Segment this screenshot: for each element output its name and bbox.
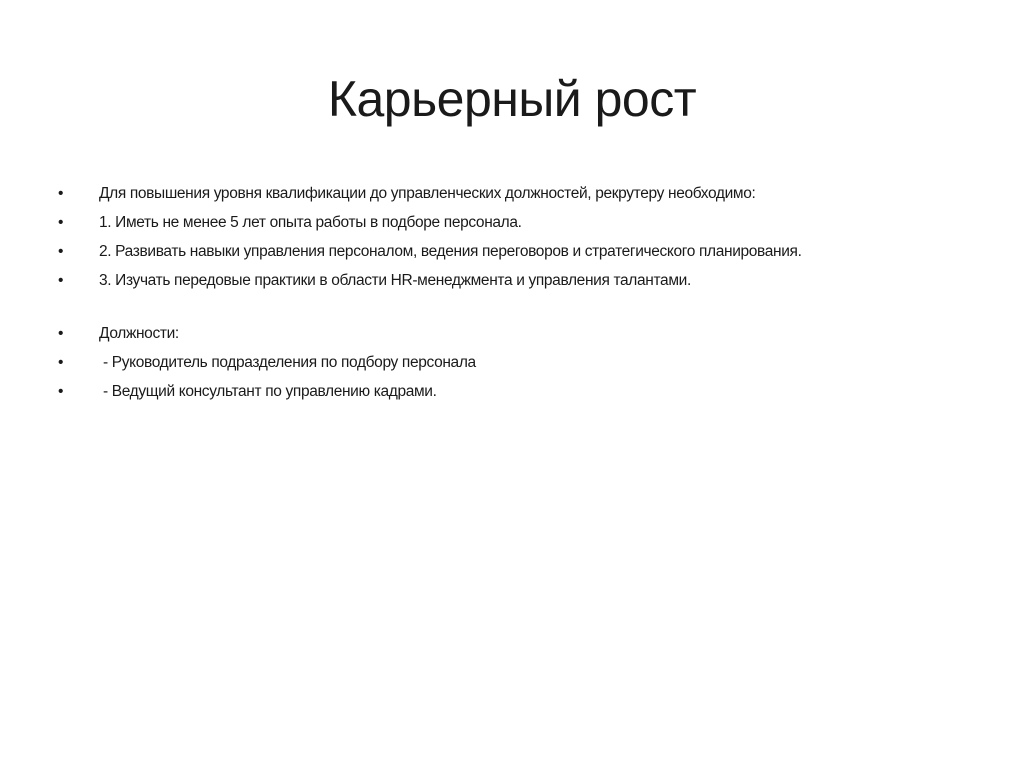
item-text: 2. Развивать навыки управления персоналом, ведения переговоров и стратегического планирования. <box>99 243 802 260</box>
list-item <box>58 240 859 264</box>
bullet-icon: • <box>58 243 64 260</box>
item-text: Должности: <box>99 325 179 342</box>
list-item <box>58 182 938 206</box>
bullet-icon: • <box>58 214 64 231</box>
item-text: 1. Иметь не менее 5 лет опыта работы в подборе персонала. <box>99 214 522 231</box>
bullet-icon: • <box>58 354 64 371</box>
list-item <box>58 351 938 375</box>
list-item <box>58 269 938 293</box>
item-text: - Руководитель подразделения по подбору персонала <box>99 354 476 371</box>
list-item <box>58 211 938 235</box>
item-text: 3. Изучать передовые практики в области HR-менеджмента и управления талантами. <box>99 272 691 289</box>
bullet-icon: • <box>58 272 64 289</box>
bullet-icon: • <box>58 185 64 202</box>
bullet-icon: • <box>58 383 64 400</box>
item-text: - Ведущий консультант по управлению кадрами. <box>99 383 437 400</box>
item-text: Для повышения уровня квалификации до управленческих должностей, рекрутеру необходимо: <box>99 185 756 202</box>
list-item <box>58 380 938 404</box>
bullet-list <box>58 182 938 409</box>
bullet-icon: • <box>58 325 64 342</box>
list-item <box>58 322 938 346</box>
slide-title: Карьерный рост <box>327 71 697 127</box>
